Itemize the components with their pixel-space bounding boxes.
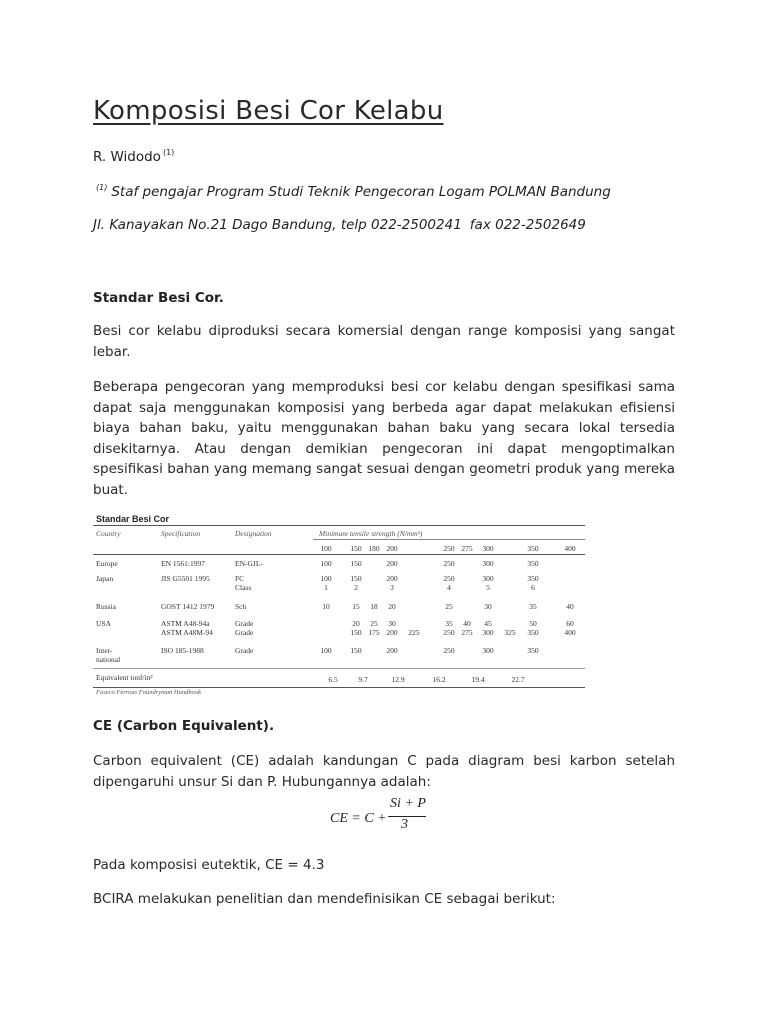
table-cell-spec: EN 1561:1997 — [161, 559, 205, 568]
table-cell-equiv-value: 22.7 — [511, 675, 525, 684]
section-heading-ce: CE (Carbon Equivalent). — [93, 718, 275, 734]
table-cell-value: 30 — [388, 619, 396, 628]
table-cell-value: 175 — [368, 628, 380, 637]
table-cell-value: 45 — [484, 619, 492, 628]
formula-numerator: Si + P — [390, 796, 426, 811]
table-cell-value: 40 — [463, 619, 471, 628]
strength-col-header: 400 — [564, 544, 576, 553]
table-cell-value: 25 — [370, 619, 378, 628]
strength-col-header: 250 — [443, 544, 455, 553]
strength-col-header: 180 — [368, 544, 380, 553]
table-cell-country: Inter- — [96, 646, 113, 655]
table-cell-equiv-value: 12.9 — [391, 675, 405, 684]
table-cell-value: 250 — [443, 574, 455, 583]
table-cell-value: 150 — [350, 646, 362, 655]
table-cell-desig: Sch — [235, 602, 247, 611]
table-cell-value: 20 — [352, 619, 360, 628]
table-cell-value: 250 — [443, 646, 455, 655]
table-cell-value: 100 — [320, 646, 332, 655]
affiliation-text: Staf pengajar Program Studi Teknik Pengecoran Logam POLMAN Bandung — [111, 184, 611, 200]
author-footnote-mark: (1) — [162, 148, 175, 157]
table-header-specification: Specification — [161, 529, 201, 538]
author-line — [93, 148, 174, 165]
author-name: R. Widodo — [93, 149, 161, 165]
table-title: Standar Besi Cor — [96, 514, 170, 524]
strength-col-header: 100 — [320, 544, 332, 553]
table-cell-value: 50 — [529, 619, 537, 628]
table-cell-equiv-value: 19.4 — [471, 675, 485, 684]
table-cell-desig: FC — [235, 574, 245, 583]
table-cell-desig: Grade — [235, 619, 254, 628]
table-cell-country: USA — [96, 619, 112, 628]
table-cell-value: 350 — [527, 646, 539, 655]
table-cell-value: 200 — [386, 646, 398, 655]
address-text: Jl. Kanayakan No.21 Dago Bandung, telp 022-2500241 — [93, 217, 462, 233]
table-cell-spec: ASTM A48M-94 — [161, 628, 213, 637]
affiliation-line — [96, 183, 611, 200]
table-source: Foseco Ferrous Foundryman Handbook — [96, 689, 202, 696]
table-cell-value: 250 — [443, 559, 455, 568]
paragraph-5: BCIRA melakukan penelitian dan mendefinisikan CE sebagai berikut: — [93, 891, 556, 907]
table-cell-value: 100 — [320, 574, 332, 583]
table-cell-value: 10 — [322, 602, 330, 611]
table-header-country: Country — [96, 529, 121, 538]
paragraph-4: Pada komposisi eutektik, CE = 4.3 — [93, 857, 325, 873]
table-cell-country: national — [96, 655, 121, 664]
table-cell-value: 4 — [447, 583, 451, 592]
table-cell-value: 5 — [486, 583, 490, 592]
fax-text: fax 022-2502649 — [469, 217, 586, 233]
table-cell-spec: ISO 185-1988 — [161, 646, 204, 655]
table-cell-value: 6 — [531, 583, 535, 592]
table-cell-value: 25 — [445, 602, 453, 611]
table-cell-country: Russia — [96, 602, 117, 611]
table-cell-equiv-label: Equivalent tonf/in² — [96, 673, 153, 682]
table-cell-value: 1 — [324, 583, 328, 592]
table-cell-value: 100 — [320, 559, 332, 568]
table-cell-value: 3 — [390, 583, 394, 592]
paragraph-3: Carbon equivalent (CE) adalah kandungan C pada diagram besi karbon setelah dipengaruhi unsur Si dan P. Hubungannya adalah: — [93, 753, 675, 790]
table-cell-country: Japan — [96, 574, 114, 583]
table-cell-value: 300 — [482, 559, 494, 568]
table-cell-equiv-value: 16.2 — [432, 675, 446, 684]
table-cell-value: 300 — [482, 646, 494, 655]
table-cell-value: 2 — [354, 583, 358, 592]
strength-col-header: 150 — [350, 544, 362, 553]
table-cell-value: 200 — [386, 628, 398, 637]
table-cell-value: 350 — [527, 559, 539, 568]
table-cell-value: 400 — [564, 628, 576, 637]
table-rule-bottom — [93, 687, 585, 688]
table-cell-value: 40 — [566, 602, 574, 611]
table-rule-subheader — [313, 539, 585, 540]
strength-col-header: 200 — [386, 544, 398, 553]
formula-denominator: 3 — [401, 817, 408, 832]
affiliation-footnote-mark: (1) — [96, 183, 108, 192]
table-cell-desig: EN-GJL- — [235, 559, 263, 568]
ce-formula — [330, 796, 430, 836]
table-cell-value: 200 — [386, 559, 398, 568]
paragraph-1: Besi cor kelabu diproduksi secara komersial dengan range komposisi yang sangat lebar. — [93, 323, 675, 360]
table-cell-spec: JIS G5501 1995 — [161, 574, 210, 583]
table-rule-top — [93, 525, 585, 526]
table-cell-value: 250 — [443, 628, 455, 637]
table-cell-value: 150 — [350, 628, 362, 637]
strength-col-header: 350 — [527, 544, 539, 553]
table-cell-value: 200 — [386, 574, 398, 583]
table-cell-value: 35 — [445, 619, 453, 628]
table-cell-spec: GOST 1412 1979 — [161, 602, 215, 611]
table-cell-desig: Grade — [235, 646, 254, 655]
table-cell-desig: Grade — [235, 628, 254, 637]
page-title: Komposisi Besi Cor Kelabu — [93, 96, 444, 126]
table-cell-value: 20 — [388, 602, 396, 611]
table-cell-value: 15 — [352, 602, 360, 611]
table-cell-value: 275 — [461, 628, 473, 637]
table-cell-value: 350 — [527, 628, 539, 637]
table-cell-desig: Class — [235, 583, 252, 592]
table-cell-value: 150 — [350, 559, 362, 568]
table-cell-value: 18 — [370, 602, 378, 611]
table-cell-value: 30 — [484, 602, 492, 611]
strength-col-header: 300 — [482, 544, 494, 553]
table-header-strength: Minimum tensile strength (N/mm²) — [319, 529, 423, 538]
table-cell-country: Europe — [96, 559, 118, 568]
section-heading-standar: Standar Besi Cor. — [93, 290, 224, 306]
table-cell-value: 150 — [350, 574, 362, 583]
table-cell-value: 225 — [408, 628, 420, 637]
table-cell-value: 35 — [529, 602, 537, 611]
table-cell-spec: ASTM A48-94a — [161, 619, 210, 628]
table-cell-equiv-value: 9.7 — [358, 675, 368, 684]
table-cell-equiv-value: 6.5 — [328, 675, 338, 684]
formula-lhs: CE = C + — [330, 811, 387, 826]
table-cell-value: 300 — [482, 628, 494, 637]
paragraph-2: Beberapa pengecoran yang memproduksi besi cor kelabu dengan spesifikasi sama dapat saja menggunakan komposisi yang berbeda agar dapat melakukan efisiensi biaya bahan baku, yaitu menggunakan bahan baku yang secara lokal tersedia disekitarnya. Atau dengan demikian pengecoran ini dapat mengoptimalkan spesifikasi bahan yang memang sangat sesuai dengan geometri produk yang mereka buat. — [93, 379, 675, 498]
table-cell-value: 325 — [504, 628, 516, 637]
table-cell-value: 350 — [527, 574, 539, 583]
table-rule-header — [93, 554, 585, 555]
table-rule-equiv — [93, 668, 585, 669]
strength-col-header: 275 — [461, 544, 473, 553]
address-line — [93, 217, 586, 233]
table-cell-value: 300 — [482, 574, 494, 583]
standards-table — [93, 512, 585, 698]
table-cell-value: 60 — [566, 619, 574, 628]
table-header-designation: Designation — [235, 529, 272, 538]
